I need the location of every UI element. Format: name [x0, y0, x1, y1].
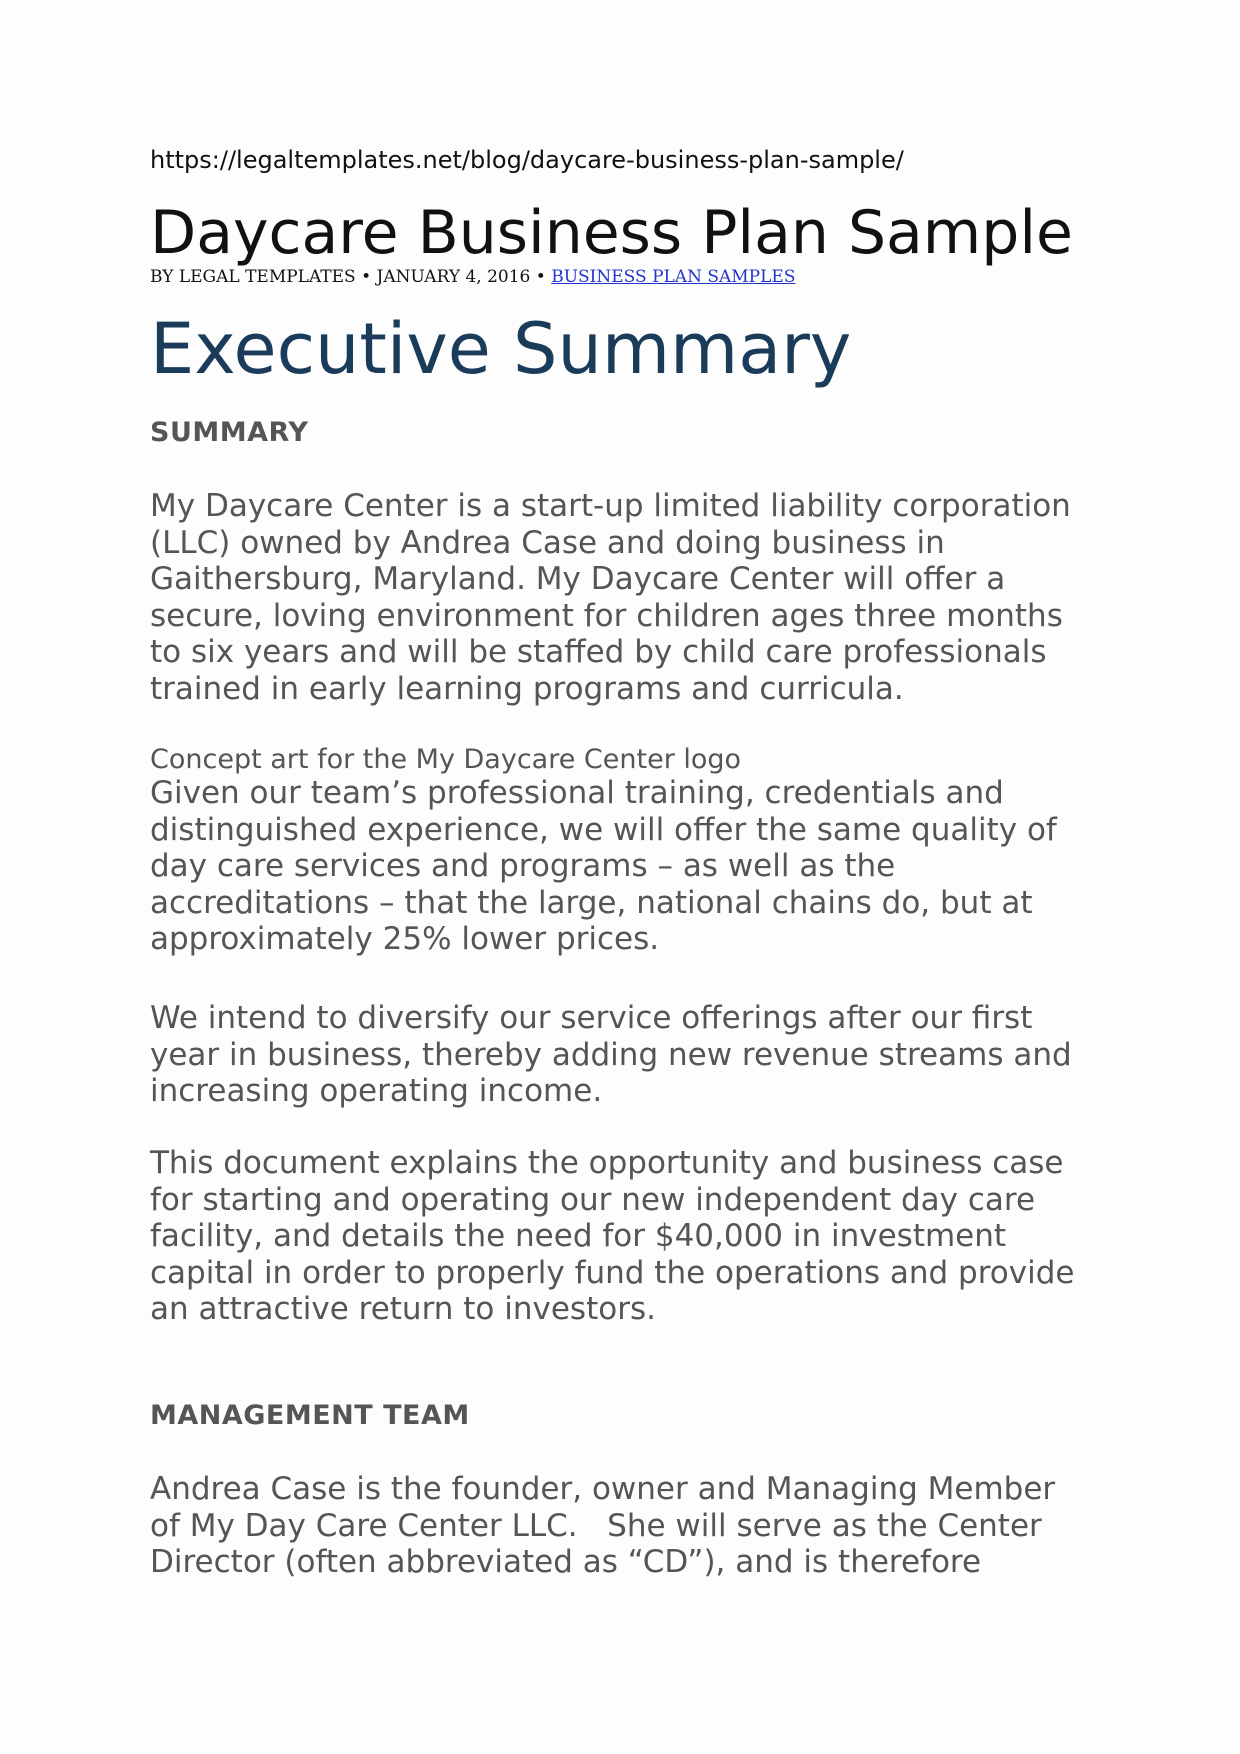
text-line: This document explains the opportunity and business case: [150, 1145, 1064, 1181]
text-line: facility, and details the need for $40,000 in investment: [150, 1218, 1007, 1254]
management-paragraph-1: [150, 1471, 1090, 1581]
byline-text: BY LEGAL TEMPLATES • JANUARY 4, 2016 •: [150, 267, 552, 287]
management-heading: MANAGEMENT TEAM: [150, 1400, 470, 1431]
text-line: Gaithersburg, Maryland. My Daycare Center will offer a: [150, 561, 1006, 597]
text-line: secure, loving environment for children ages three months: [150, 597, 1063, 634]
text-line: of My Day Care Center LLC. She will serve as the Center: [150, 1507, 1042, 1544]
text-line: increasing operating income.: [150, 1073, 603, 1109]
summary-paragraph-4: [150, 1145, 1090, 1328]
text-line: distinguished experience, we will offer the same quality of: [150, 811, 1057, 848]
source-url: https://legaltemplates.net/blog/daycare-business-plan-sample/: [150, 146, 904, 174]
text-line: an attractive return to investors.: [150, 1291, 656, 1327]
text-line: trained in early learning programs and curricula.: [150, 670, 904, 707]
text-line: We intend to diversify our service offerings after our first: [150, 1000, 1033, 1036]
text-line: Andrea Case is the founder, owner and Managing Member: [150, 1471, 1056, 1507]
summary-paragraph-3: [150, 1000, 1090, 1110]
image-caption: Concept art for the My Daycare Center logo: [150, 744, 742, 775]
summary-heading: SUMMARY: [150, 417, 309, 448]
text-line: Given our team’s professional training, credentials and: [150, 775, 1004, 811]
text-line: My Daycare Center is a start-up limited liability corporation: [150, 488, 1071, 524]
category-link[interactable]: BUSINESS PLAN SAMPLES: [551, 267, 796, 287]
text-line: for starting and operating our new independent day care: [150, 1181, 1036, 1218]
summary-paragraph-2: [150, 775, 1090, 958]
summary-paragraph-1: [150, 488, 1090, 707]
text-line: Director (often abbreviated as “CD”), and is therefore: [150, 1544, 982, 1580]
text-line: day care services and programs – as well as the: [150, 848, 896, 884]
text-line: accreditations – that the large, national chains do, but at: [150, 884, 1033, 921]
text-line: (LLC) owned by Andrea Case and doing business in: [150, 524, 945, 561]
section-title: Executive Summary: [150, 308, 852, 390]
text-line: year in business, thereby adding new revenue streams and: [150, 1036, 1072, 1073]
byline: [150, 267, 795, 287]
text-line: approximately 25% lower prices.: [150, 921, 660, 957]
text-line: to six years and will be staffed by child care professionals: [150, 634, 1047, 670]
document-title: Daycare Business Plan Sample: [150, 198, 1073, 268]
text-line: capital in order to properly fund the operations and provide: [150, 1254, 1075, 1291]
